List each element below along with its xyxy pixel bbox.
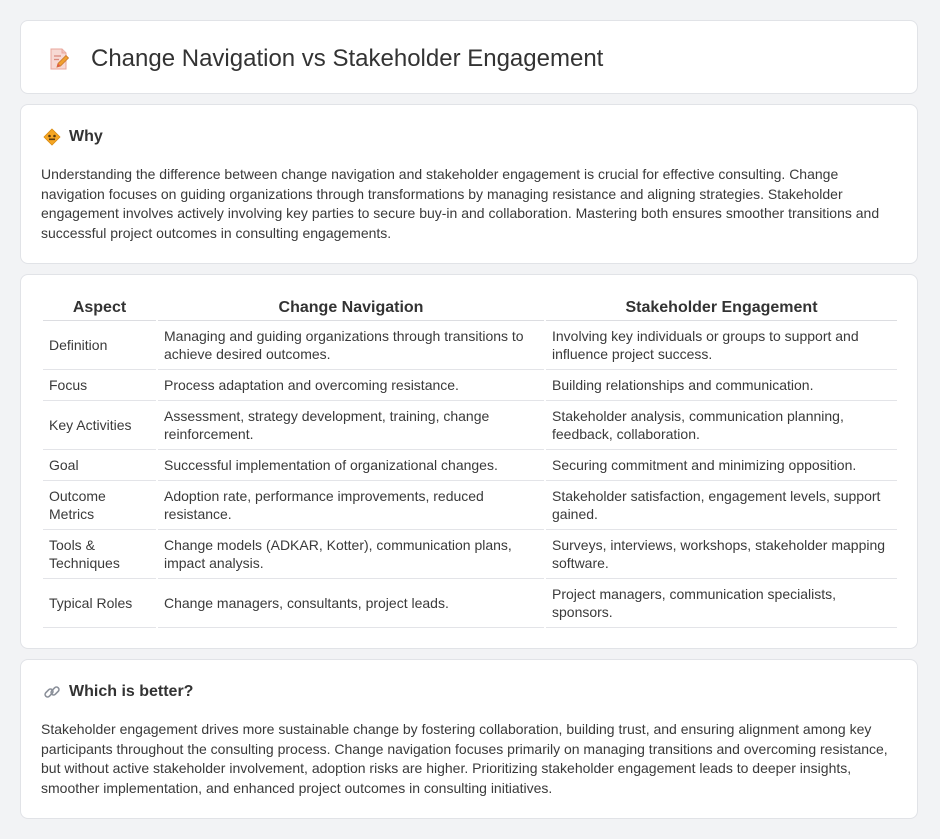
- table-row: [43, 579, 897, 628]
- comparison-table: [41, 295, 899, 628]
- aspect-cell: Typical Roles: [43, 579, 156, 628]
- stakeholder-engagement-cell: Building relationships and communication.: [546, 370, 897, 401]
- table-row: [43, 450, 897, 481]
- aspect-cell: Focus: [43, 370, 156, 401]
- link-icon: [43, 683, 61, 701]
- why-heading: Why: [69, 128, 103, 145]
- table-row: [43, 401, 897, 450]
- which-is-better-section: [20, 659, 918, 819]
- document-edit-icon: [47, 47, 71, 71]
- stakeholder-engagement-cell: Project managers, communication specialists, sponsors.: [546, 579, 897, 628]
- warning-sign-icon: [43, 128, 61, 146]
- stakeholder-engagement-cell: Stakeholder analysis, communication planning, feedback, collaboration.: [546, 401, 897, 450]
- better-heading: Which is better?: [69, 683, 194, 700]
- aspect-cell: Key Activities: [43, 401, 156, 450]
- column-header-aspect: Aspect: [43, 295, 156, 321]
- change-navigation-cell: Adoption rate, performance improvements, reduced resistance.: [158, 481, 544, 530]
- aspect-cell: Tools & Techniques: [43, 530, 156, 579]
- table-row: [43, 530, 897, 579]
- stakeholder-engagement-cell: Surveys, interviews, workshops, stakeholder mapping software.: [546, 530, 897, 579]
- comparison-section: [20, 274, 918, 649]
- stakeholder-engagement-cell: Stakeholder satisfaction, engagement levels, support gained.: [546, 481, 897, 530]
- table-row: [43, 321, 897, 370]
- column-header-change-navigation: Change Navigation: [158, 295, 544, 321]
- aspect-cell: Goal: [43, 450, 156, 481]
- change-navigation-cell: Managing and guiding organizations through transitions to achieve desired outcomes.: [158, 321, 544, 370]
- why-header: [43, 127, 103, 147]
- aspect-cell: Definition: [43, 321, 156, 370]
- column-header-stakeholder-engagement: Stakeholder Engagement: [546, 295, 897, 321]
- change-navigation-cell: Change models (ADKAR, Kotter), communication plans, impact analysis.: [158, 530, 544, 579]
- why-section: [20, 104, 918, 264]
- stakeholder-engagement-cell: Securing commitment and minimizing opposition.: [546, 450, 897, 481]
- header-card: [20, 20, 918, 94]
- aspect-cell: Outcome Metrics: [43, 481, 156, 530]
- change-navigation-cell: Successful implementation of organizational changes.: [158, 450, 544, 481]
- better-header: [43, 682, 193, 702]
- table-row: [43, 481, 897, 530]
- why-text: Understanding the difference between change navigation and stakeholder engagement is crucial for effective consulting. Change navigation focuses on guiding organizations through transformations by managing resistance and aligning strategies. Stakeholder engagement involves actively involving key parties to secure buy-in and collaboration. Mastering both ensures smoother transitions and successful project outcomes in consulting engagements.: [41, 166, 880, 241]
- table-header-row: [43, 295, 897, 321]
- stakeholder-engagement-cell: Involving key individuals or groups to support and influence project success.: [546, 321, 897, 370]
- change-navigation-cell: Assessment, strategy development, training, change reinforcement.: [158, 401, 544, 450]
- page-title: Change Navigation vs Stakeholder Engagement: [91, 45, 604, 72]
- change-navigation-cell: Process adaptation and overcoming resistance.: [158, 370, 544, 401]
- change-navigation-cell: Change managers, consultants, project leads.: [158, 579, 544, 628]
- better-text: Stakeholder engagement drives more sustainable change by fostering collaboration, building trust, and ensuring alignment among key participants throughout the consulting process. Change navigation focuses primarily on managing transitions and overcoming resistance, but without active stakeholder involvement, adoption risks are higher. Prioritizing stakeholder engagement leads to deeper insights, smoother implementation, and enhanced project outcomes in consulting initiatives.: [41, 721, 888, 796]
- table-row: [43, 370, 897, 401]
